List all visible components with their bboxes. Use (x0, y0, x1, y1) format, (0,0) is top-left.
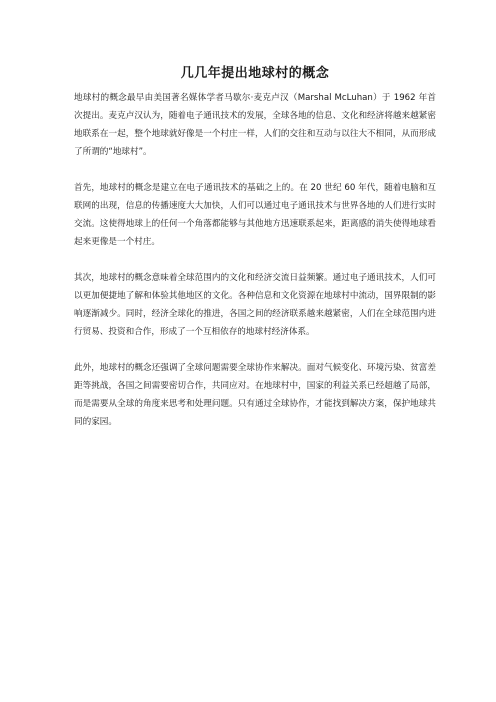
paragraph-1: 地球村的概念最早由美国著名媒体学者马歇尔·麦克卢汉（Marshal McLuhan）于 1962 年首次提出。麦克卢汉认为，随着电子通讯技术的发展，全球各地的信息、文化和经济将越来越紧密地联系在一起，整个地球就好像是一个村庄一样，人们的交往和互动与以往大不相同，从而形成了所谓的“地球村”。 (74, 93, 436, 157)
paragraph-2: 首先，地球村的概念是建立在电子通讯技术的基础之上的。在 20 世纪 60 年代，随着电脑和互联网的出现，信息的传播速度大大加快，人们可以通过电子通讯技术与世界各地的人们进行实时交流。这使得地球上的任何一个角落都能够与其他地方迅速联系起来，距离感的消失使得地球看起来更像是一个村庄。 (74, 183, 436, 247)
paragraph-3: 其次，地球村的概念意味着全球范围内的文化和经济交流日益频繁。通过电子通讯技术，人们可以更加便捷地了解和体验其他地区的文化。各种信息和文化资源在地球村中流动，国界限制的影响逐渐减少。同时，经济全球化的推进，各国之间的经济联系越来越紧密，人们在全球范围内进行贸易、投资和合作，形成了一个互相依存的地球村经济体系。 (74, 273, 436, 337)
document-page (74, 62, 436, 449)
paragraph-4: 此外，地球村的概念还强调了全球问题需要全球协作来解决。面对气候变化、环境污染、贫富差距等挑战，各国之间需要密切合作，共同应对。在地球村中，国家的利益关系已经超越了局部，而是需要从全球的角度来思考和处理问题。只有通过全球协作，才能找到解决方案，保护地球共同的家园。 (74, 363, 436, 427)
document-title: 几几年提出地球村的概念 (180, 66, 330, 81)
